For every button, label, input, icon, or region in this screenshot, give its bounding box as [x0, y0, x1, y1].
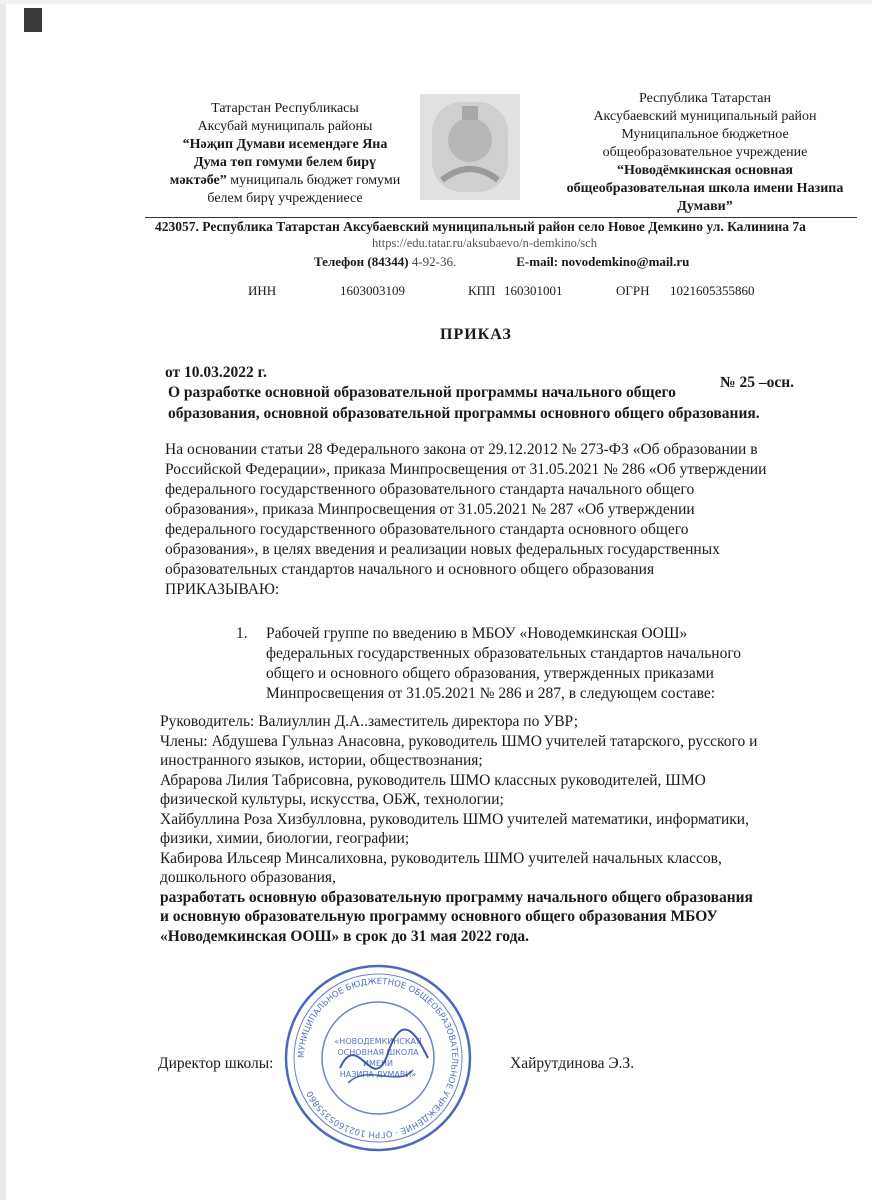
- preamble-line: Российской Федерации», приказа Минпросвещения от 31.05.2021 № 286 «Об утверждении: [165, 461, 767, 478]
- member-line: Хайбуллина Роза Хизбулловна, руководитель ШМО учителей математики, информатики,: [160, 810, 749, 828]
- item-line: общего и основного общего образования, утвержденных приказами: [266, 665, 714, 682]
- header-left-line: Татарстан Республикасы: [211, 101, 359, 116]
- preamble-line: На основании статьи 28 Федерального закона от 29.12.2012 № 273-ФЗ «Об образовании в: [165, 441, 758, 458]
- header-right-line: общеобразовательное учреждение: [602, 145, 808, 160]
- member-line: дошкольного образования,: [160, 869, 336, 886]
- member-line: физики, химии, биологии, географии;: [160, 830, 410, 847]
- official-seal-stamp: [278, 958, 478, 1158]
- scan-edge-left: [0, 0, 6, 1200]
- header-right-line: Аксубаевский муниципальный район: [593, 109, 817, 124]
- member-line: физической культуры, искусства, ОБЖ, технологии;: [160, 791, 504, 808]
- header-right-russian: [560, 90, 850, 216]
- header-left-line: Дума төп гомуми белем бирү: [193, 155, 376, 170]
- task-line: «Новодемкинская ООШ» в срок до 31 мая 2022 года.: [160, 927, 530, 945]
- inn-label: ИНН: [248, 283, 277, 298]
- member-line: Кабирова Ильсеяр Минсалиховна, руководитель ШМО учителей начальных классов,: [160, 849, 722, 867]
- task-line: разработать основную образовательную программу начального общего образования: [160, 888, 753, 906]
- header-right-line: Думави”: [677, 199, 733, 214]
- email-link[interactable]: E-mail: novodemkino@mail.ru: [516, 254, 690, 269]
- header-right-line: “Новодёмкинская основная: [617, 163, 793, 178]
- order-date: от 10.03.2022 г.: [165, 364, 267, 381]
- item-line: Рабочей группе по введению в МБОУ «Новодемкинская ООШ»: [266, 625, 688, 642]
- order-subject: [168, 382, 848, 424]
- header-divider: [145, 217, 857, 218]
- kpp-label: КПП: [468, 283, 496, 298]
- item-line: Минпросвещения от 31.05.2021 № 286 и 287, в следующем составе:: [266, 685, 716, 702]
- header-right-line: общеобразовательная школа имени Назипа: [566, 181, 844, 196]
- kpp-value: 160301001: [504, 283, 563, 298]
- header-left-tatar: [160, 100, 410, 208]
- subject-line: образования, основной образовательной программы основного общего образования.: [168, 405, 760, 422]
- order-item-1: [236, 624, 816, 704]
- document-title: ПРИКАЗ: [440, 326, 512, 343]
- signature-name: Хайрутдинова Э.З.: [510, 1055, 635, 1072]
- header-left-line: Аксубай муниципаль районы: [197, 119, 373, 134]
- order-number: № 25 –осн.: [720, 374, 795, 391]
- member-line: Абрарова Лилия Табрисовна, руководитель ШМО классных руководителей, ШМО: [160, 771, 706, 789]
- header-left-line: “Нәҗип Думави исемендәге Яна: [182, 137, 388, 152]
- header-left-line: белем бирү учреждениесе: [207, 191, 363, 206]
- website-link[interactable]: https://edu.tatar.ru/aksubaevo/n-demkino/sch: [372, 236, 597, 250]
- signature-title: Директор школы:: [158, 1055, 274, 1072]
- header-right-line: Муниципальное бюджетное: [621, 127, 789, 142]
- member-line: Руководитель: Валиуллин Д.А..заместитель директора по УВР;: [160, 713, 579, 730]
- subject-line: О разработке основной образовательной программы начального общего: [168, 384, 676, 401]
- preamble-line: федерального государственного образовательного стандарта основного общего: [165, 521, 689, 538]
- order-preamble: [165, 440, 845, 600]
- scan-edge-top: [0, 0, 872, 4]
- corner-mark: [24, 8, 42, 32]
- order-directive: ПРИКАЗЫВАЮ:: [165, 581, 280, 598]
- address-line: 423057. Республика Татарстан Аксубаевский муниципальный район село Новое Демкино ул. Калинина 7а: [155, 219, 806, 234]
- svg-text:ИМЕНИ: ИМЕНИ: [363, 1059, 393, 1068]
- member-line: иностранного языков, истории, обществознания;: [160, 752, 483, 769]
- preamble-line: образовательных стандартов начального и основного общего образования: [165, 561, 655, 578]
- item-number: 1.: [236, 625, 248, 642]
- svg-text:«НОВОДЕМКИНСКАЯ: «НОВОДЕМКИНСКАЯ: [334, 1037, 422, 1046]
- preamble-line: федерального государственного образовательного стандарта начального общего: [165, 481, 695, 498]
- preamble-line: образования», приказа Минпросвещения от 31.05.2021 № 287 «Об утверждении: [165, 501, 695, 518]
- header-left-line: муниципаль бюджет гомуми: [226, 173, 401, 188]
- registration-ids: [248, 283, 755, 299]
- working-group-members: [160, 712, 840, 946]
- task-line: и основную образовательную программу основного общего образования МБОУ: [160, 908, 718, 925]
- item-line: федеральных государственных образовательных стандартов начального: [266, 645, 742, 662]
- svg-text:МУНИЦИПАЛЬНОЕ БЮДЖЕТНОЕ ОБЩЕОБ: МУНИЦИПАЛЬНОЕ БЮДЖЕТНОЕ ОБЩЕОБРАЗОВАТЕЛЬНОЕ УЧРЕЖДЕНИЕ · ОГРН 1021605355860: [296, 976, 460, 1140]
- ogrn-label: ОГРН: [616, 283, 650, 298]
- phone-number: 4-92-36.: [408, 254, 457, 269]
- ogrn-value: 1021605355860: [670, 283, 755, 298]
- phone-email-line: [314, 254, 689, 270]
- phone-label: Телефон (84344): [314, 254, 409, 269]
- inn-value: 1603003109: [340, 283, 405, 298]
- preamble-line: образования», в целях введения и реализации новых федеральных государственных: [165, 541, 720, 558]
- header-left-line: мәктәбе”: [169, 173, 227, 188]
- header-right-line: Республика Татарстан: [638, 91, 771, 106]
- svg-text:ОСНОВНАЯ ШКОЛА: ОСНОВНАЯ ШКОЛА: [337, 1048, 419, 1057]
- coat-of-arms-emblem-icon: [412, 88, 528, 206]
- member-line: Члены: Абдушева Гульназ Анасовна, руководитель ШМО учителей татарского, русского и: [160, 732, 758, 750]
- svg-text:НАЗИПА ДУМАВИ»: НАЗИПА ДУМАВИ»: [339, 1070, 417, 1079]
